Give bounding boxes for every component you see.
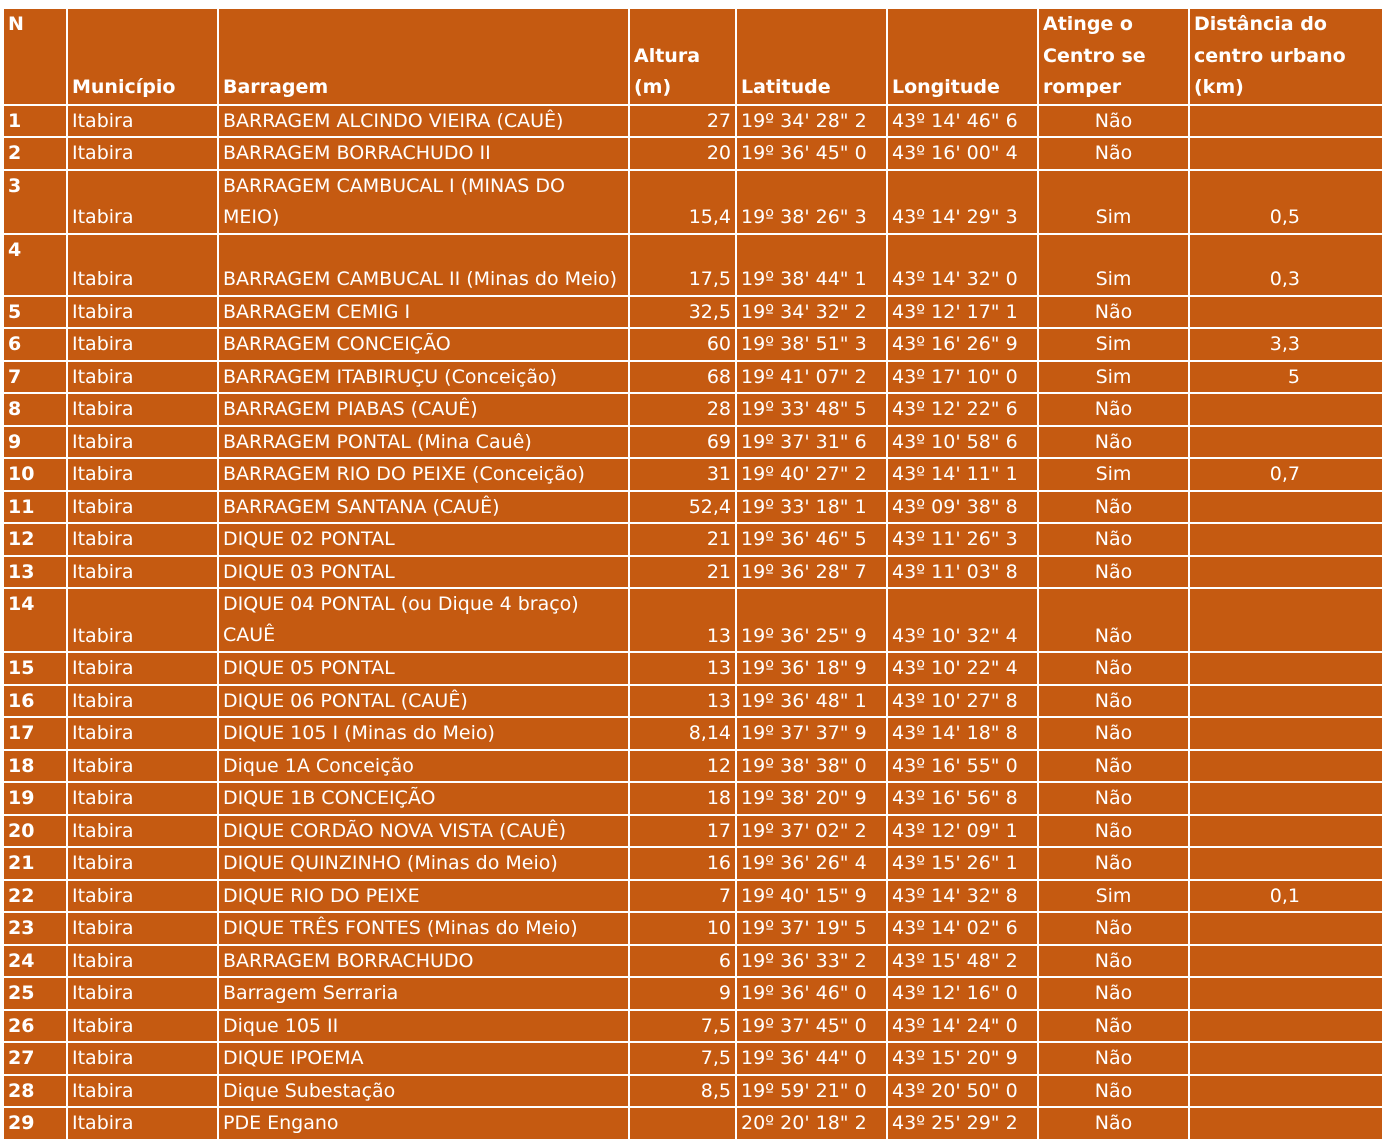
cell-n: 21 <box>3 847 67 880</box>
table-row <box>3 847 1383 880</box>
cell-distancia <box>1189 426 1383 459</box>
table-row <box>3 977 1383 1010</box>
cell-longitude: 43º 16' 26" 9 <box>887 328 1038 361</box>
cell-latitude: 19º 40' 15" 9 <box>736 880 887 913</box>
cell-altura: 12 <box>629 750 736 783</box>
cell-atinge: Não <box>1038 815 1189 848</box>
cell-longitude: 43º 14' 32" 8 <box>887 880 1038 913</box>
cell-n: 3 <box>3 170 67 234</box>
cell-municipio: Itabira <box>67 328 218 361</box>
cell-n: 7 <box>3 361 67 394</box>
cell-atinge: Não <box>1038 1010 1189 1043</box>
cell-distancia: 0,5 <box>1189 170 1383 234</box>
cell-distancia: 0,1 <box>1189 880 1383 913</box>
cell-longitude: 43º 14' 02" 6 <box>887 912 1038 945</box>
cell-barragem: DIQUE 03 PONTAL <box>218 556 629 589</box>
cell-atinge: Não <box>1038 685 1189 718</box>
cell-latitude: 19º 36' 48" 1 <box>736 685 887 718</box>
cell-longitude: 43º 12' 17" 1 <box>887 296 1038 329</box>
cell-longitude: 43º 15' 26" 1 <box>887 847 1038 880</box>
cell-altura: 18 <box>629 782 736 815</box>
cell-n: 10 <box>3 458 67 491</box>
cell-latitude: 19º 36' 46" 0 <box>736 977 887 1010</box>
cell-longitude: 43º 10' 58" 6 <box>887 426 1038 459</box>
cell-atinge: Não <box>1038 782 1189 815</box>
cell-altura: 21 <box>629 556 736 589</box>
cell-atinge: Não <box>1038 491 1189 524</box>
cell-n: 18 <box>3 750 67 783</box>
cell-altura: 17 <box>629 815 736 848</box>
header-altura: Altura (m) <box>629 8 736 105</box>
cell-altura: 16 <box>629 847 736 880</box>
cell-barragem: DIQUE 06 PONTAL (CAUÊ) <box>218 685 629 718</box>
cell-altura: 28 <box>629 393 736 426</box>
cell-atinge: Não <box>1038 296 1189 329</box>
cell-n: 23 <box>3 912 67 945</box>
cell-municipio: Itabira <box>67 105 218 138</box>
cell-latitude: 19º 40' 27" 2 <box>736 458 887 491</box>
cell-barragem: BARRAGEM CONCEIÇÃO <box>218 328 629 361</box>
cell-n: 11 <box>3 491 67 524</box>
cell-municipio: Itabira <box>67 491 218 524</box>
cell-n: 29 <box>3 1107 67 1140</box>
cell-distancia <box>1189 296 1383 329</box>
table-row <box>3 1075 1383 1108</box>
cell-barragem: DIQUE QUINZINHO (Minas do Meio) <box>218 847 629 880</box>
table-row <box>3 815 1383 848</box>
cell-distancia <box>1189 652 1383 685</box>
cell-distancia <box>1189 782 1383 815</box>
header-atinge: Atinge o Centro se romper <box>1038 8 1189 105</box>
cell-barragem: Barragem Serraria <box>218 977 629 1010</box>
cell-longitude: 43º 16' 00" 4 <box>887 137 1038 170</box>
cell-municipio: Itabira <box>67 426 218 459</box>
table-row <box>3 556 1383 589</box>
cell-distancia: 0,7 <box>1189 458 1383 491</box>
cell-municipio: Itabira <box>67 234 218 296</box>
table-row <box>3 945 1383 978</box>
cell-latitude: 20º 20' 18" 2 <box>736 1107 887 1140</box>
header-municipio: Município <box>67 8 218 105</box>
cell-barragem: DIQUE TRÊS FONTES (Minas do Meio) <box>218 912 629 945</box>
cell-longitude: 43º 09' 38" 8 <box>887 491 1038 524</box>
cell-n: 5 <box>3 296 67 329</box>
cell-longitude: 43º 15' 48" 2 <box>887 945 1038 978</box>
cell-longitude: 43º 25' 29" 2 <box>887 1107 1038 1140</box>
cell-atinge: Não <box>1038 523 1189 556</box>
table-row <box>3 458 1383 491</box>
cell-n: 16 <box>3 685 67 718</box>
cell-municipio: Itabira <box>67 847 218 880</box>
cell-n: 27 <box>3 1042 67 1075</box>
cell-atinge: Não <box>1038 652 1189 685</box>
cell-altura: 32,5 <box>629 296 736 329</box>
cell-barragem: Dique 105 II <box>218 1010 629 1043</box>
cell-longitude: 43º 12' 16" 0 <box>887 977 1038 1010</box>
cell-longitude: 43º 11' 26" 3 <box>887 523 1038 556</box>
cell-distancia <box>1189 912 1383 945</box>
cell-longitude: 43º 14' 11" 1 <box>887 458 1038 491</box>
table-row <box>3 491 1383 524</box>
cell-atinge: Não <box>1038 1042 1189 1075</box>
cell-municipio: Itabira <box>67 945 218 978</box>
table-row <box>3 361 1383 394</box>
cell-latitude: 19º 38' 26" 3 <box>736 170 887 234</box>
cell-atinge: Não <box>1038 717 1189 750</box>
cell-n: 20 <box>3 815 67 848</box>
cell-distancia <box>1189 491 1383 524</box>
cell-barragem: BARRAGEM BORRACHUDO II <box>218 137 629 170</box>
cell-altura: 13 <box>629 588 736 652</box>
cell-latitude: 19º 33' 18" 1 <box>736 491 887 524</box>
header-longitude: Longitude <box>887 8 1038 105</box>
cell-n: 26 <box>3 1010 67 1043</box>
cell-municipio: Itabira <box>67 685 218 718</box>
cell-distancia <box>1189 393 1383 426</box>
cell-latitude: 19º 37' 31" 6 <box>736 426 887 459</box>
table-row <box>3 1010 1383 1043</box>
cell-altura <box>629 1107 736 1140</box>
cell-municipio: Itabira <box>67 1010 218 1043</box>
table-row <box>3 426 1383 459</box>
cell-distancia <box>1189 556 1383 589</box>
cell-atinge: Não <box>1038 1107 1189 1140</box>
cell-altura: 69 <box>629 426 736 459</box>
cell-municipio: Itabira <box>67 523 218 556</box>
cell-longitude: 43º 10' 27" 8 <box>887 685 1038 718</box>
cell-altura: 68 <box>629 361 736 394</box>
cell-longitude: 43º 10' 32" 4 <box>887 588 1038 652</box>
cell-altura: 52,4 <box>629 491 736 524</box>
cell-latitude: 19º 38' 38" 0 <box>736 750 887 783</box>
cell-barragem: BARRAGEM RIO DO PEIXE (Conceição) <box>218 458 629 491</box>
cell-municipio: Itabira <box>67 750 218 783</box>
cell-atinge: Não <box>1038 137 1189 170</box>
table-row <box>3 137 1383 170</box>
cell-altura: 15,4 <box>629 170 736 234</box>
cell-latitude: 19º 36' 25" 9 <box>736 588 887 652</box>
cell-atinge: Sim <box>1038 880 1189 913</box>
cell-municipio: Itabira <box>67 137 218 170</box>
cell-altura: 10 <box>629 912 736 945</box>
cell-longitude: 43º 10' 22" 4 <box>887 652 1038 685</box>
cell-atinge: Não <box>1038 556 1189 589</box>
header-latitude: Latitude <box>736 8 887 105</box>
cell-distancia <box>1189 977 1383 1010</box>
cell-altura: 9 <box>629 977 736 1010</box>
cell-atinge: Sim <box>1038 361 1189 394</box>
cell-longitude: 43º 15' 20" 9 <box>887 1042 1038 1075</box>
cell-n: 28 <box>3 1075 67 1108</box>
table-row <box>3 234 1383 296</box>
cell-municipio: Itabira <box>67 815 218 848</box>
cell-latitude: 19º 36' 46" 5 <box>736 523 887 556</box>
cell-n: 14 <box>3 588 67 652</box>
cell-latitude: 19º 37' 02" 2 <box>736 815 887 848</box>
cell-latitude: 19º 37' 19" 5 <box>736 912 887 945</box>
cell-barragem: DIQUE 04 PONTAL (ou Dique 4 braço) CAUÊ <box>218 588 629 652</box>
table-row <box>3 105 1383 138</box>
cell-atinge: Não <box>1038 393 1189 426</box>
cell-municipio: Itabira <box>67 588 218 652</box>
cell-longitude: 43º 16' 56" 8 <box>887 782 1038 815</box>
cell-atinge: Não <box>1038 847 1189 880</box>
table-row <box>3 652 1383 685</box>
cell-barragem: DIQUE IPOEMA <box>218 1042 629 1075</box>
cell-barragem: BARRAGEM CAMBUCAL I (MINAS DO MEIO) <box>218 170 629 234</box>
table-row <box>3 912 1383 945</box>
cell-longitude: 43º 16' 55" 0 <box>887 750 1038 783</box>
cell-longitude: 43º 12' 09" 1 <box>887 815 1038 848</box>
cell-municipio: Itabira <box>67 717 218 750</box>
cell-n: 25 <box>3 977 67 1010</box>
cell-distancia: 5 <box>1189 361 1383 394</box>
cell-barragem: Dique 1A Conceição <box>218 750 629 783</box>
cell-distancia <box>1189 717 1383 750</box>
cell-latitude: 19º 33' 48" 5 <box>736 393 887 426</box>
cell-latitude: 19º 38' 20" 9 <box>736 782 887 815</box>
cell-n: 1 <box>3 105 67 138</box>
cell-latitude: 19º 59' 21" 0 <box>736 1075 887 1108</box>
cell-municipio: Itabira <box>67 977 218 1010</box>
cell-latitude: 19º 36' 44" 0 <box>736 1042 887 1075</box>
cell-n: 12 <box>3 523 67 556</box>
cell-municipio: Itabira <box>67 880 218 913</box>
cell-distancia <box>1189 588 1383 652</box>
cell-distancia <box>1189 750 1383 783</box>
cell-atinge: Sim <box>1038 328 1189 361</box>
cell-distancia <box>1189 105 1383 138</box>
cell-barragem: BARRAGEM ITABIRUÇU (Conceição) <box>218 361 629 394</box>
cell-barragem: PDE Engano <box>218 1107 629 1140</box>
cell-altura: 20 <box>629 137 736 170</box>
cell-atinge: Não <box>1038 588 1189 652</box>
cell-distancia <box>1189 1042 1383 1075</box>
cell-altura: 7 <box>629 880 736 913</box>
cell-latitude: 19º 34' 32" 2 <box>736 296 887 329</box>
cell-latitude: 19º 36' 33" 2 <box>736 945 887 978</box>
cell-barragem: DIQUE CORDÃO NOVA VISTA (CAUÊ) <box>218 815 629 848</box>
cell-n: 9 <box>3 426 67 459</box>
cell-altura: 17,5 <box>629 234 736 296</box>
header-distancia: Distância do centro urbano (km) <box>1189 8 1383 105</box>
cell-n: 6 <box>3 328 67 361</box>
cell-municipio: Itabira <box>67 912 218 945</box>
cell-barragem: BARRAGEM PONTAL (Mina Cauê) <box>218 426 629 459</box>
cell-barragem: BARRAGEM PIABAS (CAUÊ) <box>218 393 629 426</box>
header-n: N <box>3 8 67 105</box>
cell-barragem: DIQUE 1B CONCEIÇÃO <box>218 782 629 815</box>
header-row <box>3 8 1383 105</box>
table-row <box>3 717 1383 750</box>
cell-altura: 7,5 <box>629 1010 736 1043</box>
cell-atinge: Não <box>1038 105 1189 138</box>
cell-n: 2 <box>3 137 67 170</box>
cell-latitude: 19º 37' 45" 0 <box>736 1010 887 1043</box>
cell-atinge: Não <box>1038 912 1189 945</box>
cell-atinge: Sim <box>1038 234 1189 296</box>
cell-altura: 31 <box>629 458 736 491</box>
cell-municipio: Itabira <box>67 1042 218 1075</box>
cell-longitude: 43º 14' 29" 3 <box>887 170 1038 234</box>
cell-latitude: 19º 34' 28" 2 <box>736 105 887 138</box>
cell-longitude: 43º 14' 18" 8 <box>887 717 1038 750</box>
cell-latitude: 19º 37' 37" 9 <box>736 717 887 750</box>
cell-latitude: 19º 41' 07" 2 <box>736 361 887 394</box>
table-row <box>3 393 1383 426</box>
cell-municipio: Itabira <box>67 1075 218 1108</box>
cell-barragem: BARRAGEM CAMBUCAL II (Minas do Meio) <box>218 234 629 296</box>
cell-atinge: Não <box>1038 426 1189 459</box>
table-body <box>3 105 1383 1140</box>
table-row <box>3 1107 1383 1140</box>
cell-distancia <box>1189 1010 1383 1043</box>
cell-barragem: Dique Subestação <box>218 1075 629 1108</box>
cell-municipio: Itabira <box>67 361 218 394</box>
cell-altura: 27 <box>629 105 736 138</box>
cell-n: 17 <box>3 717 67 750</box>
cell-n: 13 <box>3 556 67 589</box>
cell-municipio: Itabira <box>67 556 218 589</box>
cell-latitude: 19º 36' 26" 4 <box>736 847 887 880</box>
table-row <box>3 523 1383 556</box>
cell-barragem: BARRAGEM ALCINDO VIEIRA (CAUÊ) <box>218 105 629 138</box>
cell-barragem: DIQUE RIO DO PEIXE <box>218 880 629 913</box>
cell-distancia <box>1189 685 1383 718</box>
table-row <box>3 750 1383 783</box>
cell-latitude: 19º 38' 51" 3 <box>736 328 887 361</box>
table-row <box>3 588 1383 652</box>
table-row <box>3 296 1383 329</box>
cell-latitude: 19º 36' 28" 7 <box>736 556 887 589</box>
cell-distancia <box>1189 137 1383 170</box>
cell-altura: 8,14 <box>629 717 736 750</box>
cell-distancia <box>1189 1107 1383 1140</box>
cell-altura: 13 <box>629 652 736 685</box>
cell-barragem: BARRAGEM CEMIG I <box>218 296 629 329</box>
cell-distancia <box>1189 945 1383 978</box>
cell-atinge: Sim <box>1038 458 1189 491</box>
cell-atinge: Não <box>1038 977 1189 1010</box>
table-row <box>3 782 1383 815</box>
cell-distancia: 3,3 <box>1189 328 1383 361</box>
cell-distancia <box>1189 523 1383 556</box>
cell-municipio: Itabira <box>67 296 218 329</box>
cell-n: 19 <box>3 782 67 815</box>
cell-distancia: 0,3 <box>1189 234 1383 296</box>
cell-barragem: DIQUE 02 PONTAL <box>218 523 629 556</box>
dams-table <box>2 7 1384 1141</box>
cell-latitude: 19º 36' 45" 0 <box>736 137 887 170</box>
cell-longitude: 43º 20' 50" 0 <box>887 1075 1038 1108</box>
cell-altura: 13 <box>629 685 736 718</box>
cell-longitude: 43º 12' 22" 6 <box>887 393 1038 426</box>
cell-atinge: Sim <box>1038 170 1189 234</box>
header-barragem: Barragem <box>218 8 629 105</box>
cell-distancia <box>1189 1075 1383 1108</box>
cell-altura: 6 <box>629 945 736 978</box>
cell-distancia <box>1189 815 1383 848</box>
cell-altura: 60 <box>629 328 736 361</box>
cell-municipio: Itabira <box>67 458 218 491</box>
table-row <box>3 170 1383 234</box>
cell-atinge: Não <box>1038 945 1189 978</box>
table-row <box>3 685 1383 718</box>
cell-n: 15 <box>3 652 67 685</box>
cell-n: 4 <box>3 234 67 296</box>
cell-distancia <box>1189 847 1383 880</box>
cell-n: 8 <box>3 393 67 426</box>
cell-municipio: Itabira <box>67 652 218 685</box>
cell-latitude: 19º 38' 44" 1 <box>736 234 887 296</box>
cell-longitude: 43º 14' 46" 6 <box>887 105 1038 138</box>
table-row <box>3 880 1383 913</box>
cell-altura: 8,5 <box>629 1075 736 1108</box>
cell-n: 22 <box>3 880 67 913</box>
cell-atinge: Não <box>1038 750 1189 783</box>
cell-barragem: DIQUE 05 PONTAL <box>218 652 629 685</box>
cell-longitude: 43º 17' 10" 0 <box>887 361 1038 394</box>
table-row <box>3 328 1383 361</box>
cell-n: 24 <box>3 945 67 978</box>
cell-municipio: Itabira <box>67 170 218 234</box>
cell-longitude: 43º 11' 03" 8 <box>887 556 1038 589</box>
cell-municipio: Itabira <box>67 782 218 815</box>
cell-altura: 21 <box>629 523 736 556</box>
cell-atinge: Não <box>1038 1075 1189 1108</box>
cell-longitude: 43º 14' 24" 0 <box>887 1010 1038 1043</box>
cell-longitude: 43º 14' 32" 0 <box>887 234 1038 296</box>
cell-altura: 7,5 <box>629 1042 736 1075</box>
table-row <box>3 1042 1383 1075</box>
cell-barragem: BARRAGEM SANTANA (CAUÊ) <box>218 491 629 524</box>
cell-municipio: Itabira <box>67 393 218 426</box>
cell-barragem: BARRAGEM BORRACHUDO <box>218 945 629 978</box>
cell-barragem: DIQUE 105 I (Minas do Meio) <box>218 717 629 750</box>
cell-latitude: 19º 36' 18" 9 <box>736 652 887 685</box>
cell-municipio: Itabira <box>67 1107 218 1140</box>
